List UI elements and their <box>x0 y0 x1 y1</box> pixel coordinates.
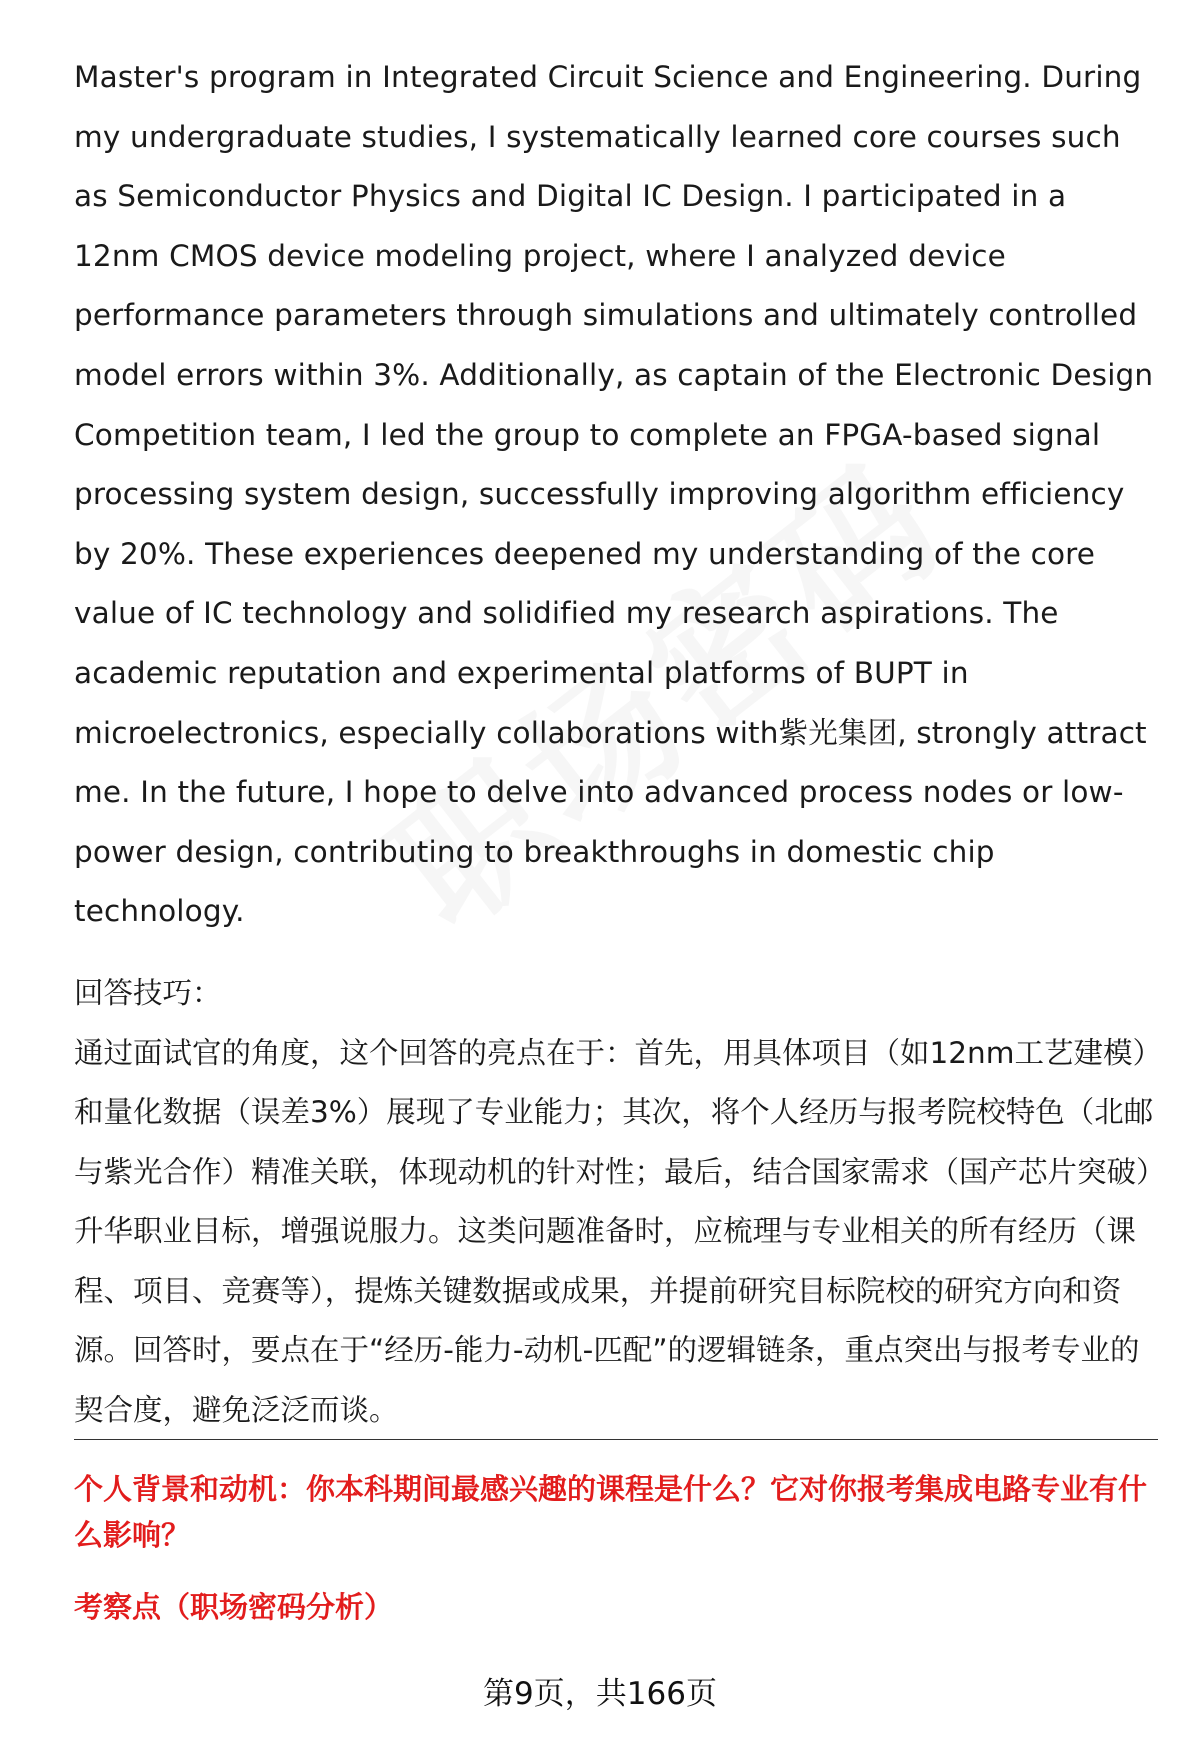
answer-paragraph: Master's program in Integrated Circuit Science and Engineering. During my undergraduate studies, I systematically learned core courses such as Semiconductor Physics and Digital IC Design. I participated in a 12nm CMOS device modeling project, where I analyzed device performance parameters through simulations and ultimately controlled model errors within 3%. Additionally, as captain of the Electronic Design Competition team, I led the group to complete an FPGA-based signal processing system design, successfully improving algorithm efficiency by 20%. These experiences deepened my understanding of the core value of IC technology and solidified my research aspirations. The academic reputation and experimental platforms of BUPT in microelectronics, especially collaborations with紫光集团, strongly attract me. In the future, I hope to delve into advanced process nodes or low-power design, contributing to breakthroughs in domestic chip technology. <box>74 60 1154 929</box>
section-divider <box>74 1439 1158 1440</box>
tips-title: 回答技巧： <box>74 975 222 1010</box>
exam-point-heading: 考察点（职场密码分析） <box>74 1590 394 1624</box>
page-content <box>74 48 1160 1441</box>
answer-tips-section <box>74 964 1160 1441</box>
page-number: 第9页，共166页 <box>483 1676 717 1712</box>
question-heading: 个人背景和动机：你本科期间最感兴趣的课程是什么？它对你报考集成电路专业有什么影响？ <box>74 1472 1148 1552</box>
tips-body: 通过面试官的角度，这个回答的亮点在于：首先，用具体项目（如12nm工艺建模）和量化数据（误差3%）展现了专业能力；其次，将个人经历与报考院校特色（北邮与紫光合作）精准关联，体现动机的针对性；最后，结合国家需求（国产芯片突破）升华职业目标，增强说服力。这类问题准备时，应梳理与专业相关的所有经历（课程、项目、竞赛等），提炼关键数据或成果，并提前研究目标院校的研究方向和资源。回答时，要点在于“经历-能力-动机-匹配”的逻辑链条，重点突出与报考专业的契合度，避免泛泛而谈。 <box>74 1035 1154 1428</box>
